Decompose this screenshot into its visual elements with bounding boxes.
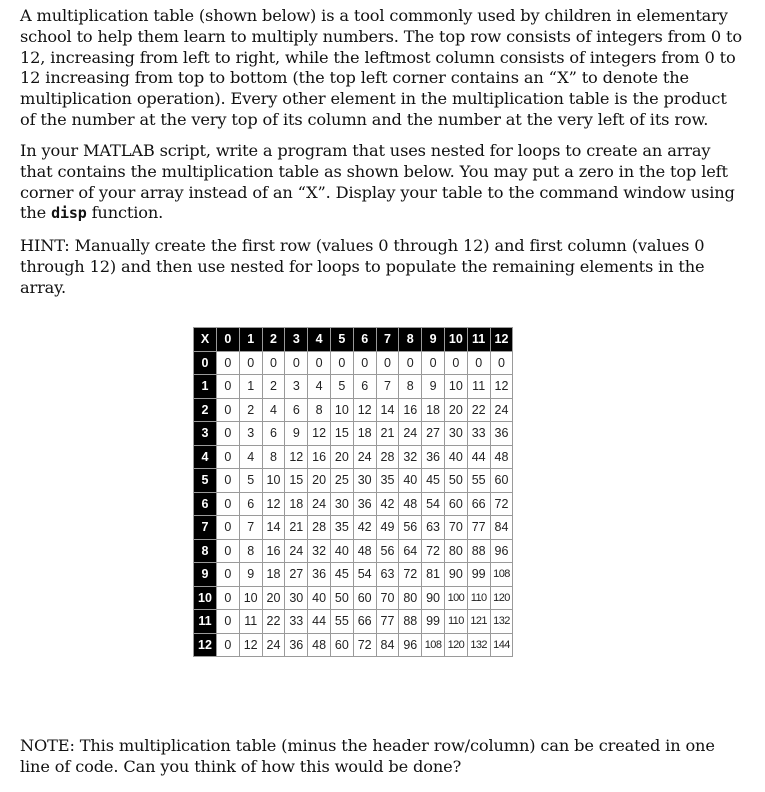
- table-cell: 4: [308, 375, 331, 399]
- table-cell: 120: [490, 586, 513, 610]
- table-cell: 30: [330, 492, 353, 516]
- table-cell: 32: [399, 445, 422, 469]
- table-cell: 84: [376, 633, 399, 657]
- table-cell: 80: [444, 539, 467, 563]
- table-row: [194, 516, 513, 540]
- table-cell: 120: [444, 633, 467, 657]
- table-cell: 121: [467, 610, 490, 634]
- table-cell: 16: [262, 539, 285, 563]
- table-cell: 4: [239, 445, 262, 469]
- table-cell: 12: [308, 422, 331, 446]
- table-row-header-cell: 9: [194, 563, 217, 587]
- table-cell: 81: [422, 563, 445, 587]
- table-cell: 0: [217, 633, 240, 657]
- table-cell: 3: [285, 375, 308, 399]
- table-cell: 45: [422, 469, 445, 493]
- table-cell: 21: [285, 516, 308, 540]
- table-row-header-cell: 2: [194, 398, 217, 422]
- table-cell: 32: [308, 539, 331, 563]
- table-cell: 42: [353, 516, 376, 540]
- table-cell: 49: [376, 516, 399, 540]
- table-cell: 25: [330, 469, 353, 493]
- table-cell: 0: [422, 351, 445, 375]
- table-cell: 28: [376, 445, 399, 469]
- table-cell: 22: [262, 610, 285, 634]
- table-cell: 0: [217, 422, 240, 446]
- table-header-cell: 6: [353, 328, 376, 352]
- table-cell: 44: [308, 610, 331, 634]
- table-cell: 0: [308, 351, 331, 375]
- table-cell: 30: [444, 422, 467, 446]
- table-cell: 64: [399, 539, 422, 563]
- table-cell: 24: [285, 539, 308, 563]
- table-cell: 10: [444, 375, 467, 399]
- table-cell: 77: [467, 516, 490, 540]
- note-paragraph: NOTE: This multiplication table (minus the header row/column) can be created in one line of code. Can you think of how this would be done?: [20, 736, 715, 776]
- table-cell: 63: [376, 563, 399, 587]
- table-cell: 0: [376, 351, 399, 375]
- table-cell: 54: [422, 492, 445, 516]
- table-cell: 108: [490, 563, 513, 587]
- table-header-row: [194, 328, 513, 352]
- table-cell: 8: [399, 375, 422, 399]
- table-cell: 99: [422, 610, 445, 634]
- table-cell: 12: [285, 445, 308, 469]
- table-cell: 90: [444, 563, 467, 587]
- table-cell: 36: [308, 563, 331, 587]
- table-cell: 56: [399, 516, 422, 540]
- table-cell: 28: [308, 516, 331, 540]
- instructions-paragraph: [20, 141, 745, 224]
- table-row-header-cell: 1: [194, 375, 217, 399]
- table-cell: 40: [399, 469, 422, 493]
- table-row-header-cell: 7: [194, 516, 217, 540]
- table-row-header-cell: 12: [194, 633, 217, 657]
- table-cell: 20: [262, 586, 285, 610]
- table-cell: 5: [330, 375, 353, 399]
- table-cell: 110: [444, 610, 467, 634]
- table-cell: 27: [422, 422, 445, 446]
- table-cell: 6: [262, 422, 285, 446]
- table-cell: 15: [285, 469, 308, 493]
- table-cell: 88: [467, 539, 490, 563]
- table-cell: 55: [467, 469, 490, 493]
- table-cell: 108: [422, 633, 445, 657]
- table-cell: 9: [422, 375, 445, 399]
- table-cell: 0: [217, 375, 240, 399]
- table-cell: 0: [217, 398, 240, 422]
- table-cell: 84: [490, 516, 513, 540]
- table-header-cell: 4: [308, 328, 331, 352]
- table-header-cell: 11: [467, 328, 490, 352]
- table-cell: 40: [330, 539, 353, 563]
- table-cell: 22: [467, 398, 490, 422]
- multiplication-table: [193, 327, 513, 657]
- table-cell: 60: [330, 633, 353, 657]
- table-cell: 12: [490, 375, 513, 399]
- table-row: [194, 539, 513, 563]
- table-header-cell: 0: [217, 328, 240, 352]
- table-cell: 70: [444, 516, 467, 540]
- table-header-cell: 8: [399, 328, 422, 352]
- table-cell: 132: [467, 633, 490, 657]
- table-row: [194, 563, 513, 587]
- table-cell: 7: [376, 375, 399, 399]
- table-row-header-cell: 8: [194, 539, 217, 563]
- table-cell: 45: [330, 563, 353, 587]
- table-row: [194, 398, 513, 422]
- table-cell: 9: [239, 563, 262, 587]
- table-cell: 50: [330, 586, 353, 610]
- table-cell: 5: [239, 469, 262, 493]
- table-cell: 12: [262, 492, 285, 516]
- table-cell: 15: [330, 422, 353, 446]
- table-row-header-cell: 3: [194, 422, 217, 446]
- table-cell: 24: [399, 422, 422, 446]
- table-header-cell: 7: [376, 328, 399, 352]
- table-cell: 0: [217, 469, 240, 493]
- table-cell: 11: [239, 610, 262, 634]
- table-cell: 44: [467, 445, 490, 469]
- table-cell: 10: [262, 469, 285, 493]
- table-row-header-cell: 11: [194, 610, 217, 634]
- table-cell: 6: [285, 398, 308, 422]
- table-header-cell: 2: [262, 328, 285, 352]
- table-cell: 2: [239, 398, 262, 422]
- table-cell: 48: [490, 445, 513, 469]
- table-cell: 36: [353, 492, 376, 516]
- table-cell: 0: [353, 351, 376, 375]
- table-row: [194, 633, 513, 657]
- table-cell: 77: [376, 610, 399, 634]
- table-cell: 72: [422, 539, 445, 563]
- table-cell: 10: [239, 586, 262, 610]
- table-cell: 72: [490, 492, 513, 516]
- table-cell: 54: [353, 563, 376, 587]
- table-cell: 66: [467, 492, 490, 516]
- table-cell: 56: [376, 539, 399, 563]
- table-cell: 0: [217, 351, 240, 375]
- table-cell: 0: [217, 539, 240, 563]
- table-cell: 8: [262, 445, 285, 469]
- table-cell: 12: [353, 398, 376, 422]
- table-cell: 48: [353, 539, 376, 563]
- table-header-cell: 10: [444, 328, 467, 352]
- table-cell: 14: [376, 398, 399, 422]
- table-row: [194, 469, 513, 493]
- table-cell: 21: [376, 422, 399, 446]
- table-header-cell: 1: [239, 328, 262, 352]
- table-cell: 11: [467, 375, 490, 399]
- table-cell: 35: [376, 469, 399, 493]
- table-cell: 33: [467, 422, 490, 446]
- table-header-cell: 12: [490, 328, 513, 352]
- hint-paragraph: HINT: Manually create the first row (values 0 through 12) and first column (values 0 through 12) and then use nested for loops to populate the remaining elements in the array.: [20, 236, 705, 297]
- table-cell: 16: [399, 398, 422, 422]
- table-cell: 8: [308, 398, 331, 422]
- table-header-cell: 3: [285, 328, 308, 352]
- table-row-header-cell: 6: [194, 492, 217, 516]
- table-cell: 12: [239, 633, 262, 657]
- table-cell: 30: [285, 586, 308, 610]
- table-row: [194, 422, 513, 446]
- table-cell: 0: [217, 610, 240, 634]
- table-cell: 30: [353, 469, 376, 493]
- table-cell: 33: [285, 610, 308, 634]
- table-cell: 10: [330, 398, 353, 422]
- table-cell: 9: [285, 422, 308, 446]
- disp-code-keyword: disp: [51, 204, 87, 223]
- table-cell: 24: [353, 445, 376, 469]
- table-row: [194, 351, 513, 375]
- table-cell: 35: [330, 516, 353, 540]
- table-cell: 99: [467, 563, 490, 587]
- table-cell: 72: [353, 633, 376, 657]
- table-cell: 0: [217, 516, 240, 540]
- table-cell: 48: [308, 633, 331, 657]
- table-cell: 0: [490, 351, 513, 375]
- table-row-header-cell: 10: [194, 586, 217, 610]
- table-cell: 40: [444, 445, 467, 469]
- table-cell: 100: [444, 586, 467, 610]
- table-cell: 1: [239, 375, 262, 399]
- table-cell: 3: [239, 422, 262, 446]
- table-cell: 6: [353, 375, 376, 399]
- table-cell: 24: [262, 633, 285, 657]
- table-cell: 144: [490, 633, 513, 657]
- table-cell: 8: [239, 539, 262, 563]
- table-cell: 0: [262, 351, 285, 375]
- table-cell: 42: [376, 492, 399, 516]
- table-cell: 63: [422, 516, 445, 540]
- table-row-header-cell: 0: [194, 351, 217, 375]
- intro-paragraph: A multiplication table (shown below) is a tool commonly used by children in elementary school to help them learn to multiply numbers. The top row consists of integers from 0 to 12, increasing from left to right, while the leftmost column consists of integers from 0 to 12 increasing from top to bottom (the top left corner contains an “X” to denote the multiplication operation). Every other element in the multiplication table is the product of the number at the very top of its column and the number at the very left of its row.: [20, 6, 742, 129]
- table-header-cell: 9: [422, 328, 445, 352]
- table-cell: 20: [444, 398, 467, 422]
- table-row: [194, 445, 513, 469]
- table-row-header-cell: 5: [194, 469, 217, 493]
- table-cell: 96: [490, 539, 513, 563]
- table-cell: 72: [399, 563, 422, 587]
- table-cell: 36: [422, 445, 445, 469]
- table-corner-cell: X: [194, 328, 217, 352]
- table-cell: 16: [308, 445, 331, 469]
- table-row: [194, 610, 513, 634]
- table-cell: 96: [399, 633, 422, 657]
- table-cell: 0: [239, 351, 262, 375]
- table-cell: 0: [217, 445, 240, 469]
- table-cell: 20: [330, 445, 353, 469]
- table-header-cell: 5: [330, 328, 353, 352]
- table-cell: 18: [422, 398, 445, 422]
- table-cell: 55: [330, 610, 353, 634]
- table-cell: 0: [217, 492, 240, 516]
- table-cell: 24: [308, 492, 331, 516]
- table-cell: 80: [399, 586, 422, 610]
- instructions-text-start: In your MATLAB script, write a program that uses nested for loops to create an array that contains the multiplication table as shown below. You may put a zero in the top left corner of your array instead of an “X”. Display your table to the command window using the: [20, 141, 735, 223]
- table-cell: 60: [353, 586, 376, 610]
- table-cell: 36: [285, 633, 308, 657]
- table-cell: 110: [467, 586, 490, 610]
- table-cell: 66: [353, 610, 376, 634]
- table-cell: 0: [285, 351, 308, 375]
- table-cell: 48: [399, 492, 422, 516]
- table-cell: 36: [490, 422, 513, 446]
- table-row: [194, 492, 513, 516]
- instructions-text-end: function.: [86, 203, 164, 223]
- table-cell: 60: [444, 492, 467, 516]
- table-cell: 27: [285, 563, 308, 587]
- table-row: [194, 586, 513, 610]
- table-cell: 20: [308, 469, 331, 493]
- table-cell: 0: [330, 351, 353, 375]
- table-cell: 0: [217, 563, 240, 587]
- table-cell: 0: [444, 351, 467, 375]
- table-cell: 50: [444, 469, 467, 493]
- table-cell: 60: [490, 469, 513, 493]
- table-row-header-cell: 4: [194, 445, 217, 469]
- table-cell: 0: [399, 351, 422, 375]
- table-row: [194, 375, 513, 399]
- table-cell: 24: [490, 398, 513, 422]
- table-cell: 18: [353, 422, 376, 446]
- table-cell: 4: [262, 398, 285, 422]
- table-cell: 18: [262, 563, 285, 587]
- table-cell: 0: [467, 351, 490, 375]
- table-cell: 0: [217, 586, 240, 610]
- table-cell: 7: [239, 516, 262, 540]
- table-cell: 14: [262, 516, 285, 540]
- table-cell: 18: [285, 492, 308, 516]
- table-cell: 2: [262, 375, 285, 399]
- table-cell: 40: [308, 586, 331, 610]
- table-cell: 6: [239, 492, 262, 516]
- table-cell: 90: [422, 586, 445, 610]
- table-cell: 88: [399, 610, 422, 634]
- table-cell: 70: [376, 586, 399, 610]
- table-cell: 132: [490, 610, 513, 634]
